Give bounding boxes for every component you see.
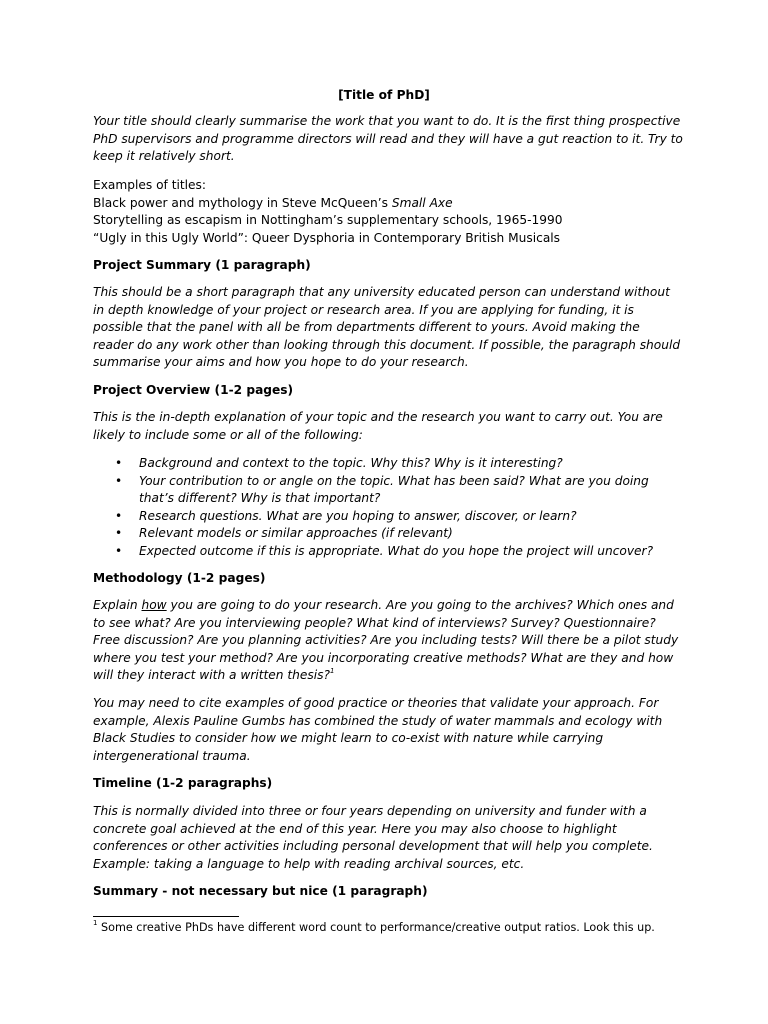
timeline-paragraph: This is normally divided into three or four years depending on university and funder with a concrete goal achieved at the end of this year. Here you may also choose to highlight conferences or other activities including personal development that will help you complete. Example: taking a language to help with reading archival sources, etc.	[93, 804, 653, 871]
overview-heading: Project Overview (1-2 pages)	[93, 383, 294, 397]
overview-bullet-list	[93, 455, 683, 561]
bullet-icon: •	[115, 526, 123, 541]
list-item-text: Research questions. What are you hoping to answer, discover, or learn?	[139, 508, 577, 523]
final-summary-heading: Summary - not necessary but nice (1 paragraph)	[93, 884, 428, 898]
examples-block	[93, 177, 683, 247]
list-item	[93, 525, 683, 543]
examples-label: Examples of titles:	[93, 178, 207, 192]
bullet-icon: •	[115, 456, 123, 470]
footnote-separator	[93, 916, 239, 917]
methodology-underlined-word: how	[141, 598, 167, 612]
timeline-heading: Timeline (1-2 paragraphs)	[93, 776, 273, 790]
methodology-paragraph	[93, 597, 683, 685]
methodology-text-start: Explain	[93, 598, 142, 612]
list-item-text: Expected outcome if this is appropriate. What do you hope the project will uncover?	[139, 543, 654, 558]
bullet-icon: •	[115, 508, 123, 523]
list-item	[93, 508, 683, 526]
footnote-number: 1	[93, 919, 98, 928]
list-item-text: Relevant models or similar approaches (if relevant)	[139, 526, 453, 541]
footnote-text: Some creative PhDs have different word count to performance/creative output ratios. Look this up.	[97, 921, 655, 934]
footnote-reference[interactable]: 1	[329, 667, 335, 676]
methodology-heading: Methodology (1-2 pages)	[93, 571, 266, 585]
methodology-text-rest: you are going to do your research. Are you going to the archives? Which ones and to see what? Are you interviewing people? What kind of interviews? Survey? Questionnaire? Free discussion? Are you planning activities? Are you including tests? Will there be a pilot study where you test your method? Are you incorporating creative methods? What are they and how will they interact with a written thesis?	[93, 598, 679, 683]
example-title-3: “Ugly in this Ugly World”: Queer Dysphoria in Contemporary British Musicals	[93, 230, 561, 245]
summary-paragraph: This should be a short paragraph that any university educated person can understand without in depth knowledge of your project or research area. If you are applying for funding, it is possible that the panel with all be from departments different to yours. Avoid making the reader do any work other than looking through this document. If possible, the paragraph should summarise your aims and how you hope to do your research.	[93, 285, 681, 370]
example-title-1-text: Black power and mythology in Steve McQueen’s	[93, 195, 392, 210]
methodology-paragraph-2: You may need to cite examples of good practice or theories that validate your approach. For example, Alexis Pauline Gumbs has combined the study of water mammals and ecology with Black Studies to consider how we might learn to co-exist with nature while carrying intergenerational trauma.	[93, 696, 663, 763]
list-item	[93, 455, 683, 473]
list-item-text: Background and context to the topic. Why this? Why is it interesting?	[139, 456, 563, 470]
bullet-icon: •	[115, 543, 123, 558]
example-title-1	[93, 195, 683, 213]
list-item	[93, 543, 683, 561]
list-item-text: Your contribution to or angle on the topic. What has been said? What are you doing that’s different? Why is that important?	[139, 473, 649, 506]
intro-paragraph: Your title should clearly summarise the work that you want to do. It is the first thing prospective PhD supervisors and programme directors will read and they will have a gut reaction to it. Try to keep it relatively short.	[93, 114, 683, 164]
example-title-2: Storytelling as escapism in Nottingham’s supplementary schools, 1965-1990	[93, 213, 563, 228]
summary-heading: Project Summary (1 paragraph)	[93, 258, 311, 272]
page-title: [Title of PhD]	[338, 88, 430, 102]
example-title-1-emphasis: Small Axe	[391, 195, 453, 210]
list-item	[93, 473, 683, 508]
overview-paragraph: This is the in-depth explanation of your topic and the research you want to carry out. You are likely to include some or all of the following:	[93, 410, 663, 442]
bullet-icon: •	[115, 473, 123, 488]
footnote	[93, 920, 693, 936]
